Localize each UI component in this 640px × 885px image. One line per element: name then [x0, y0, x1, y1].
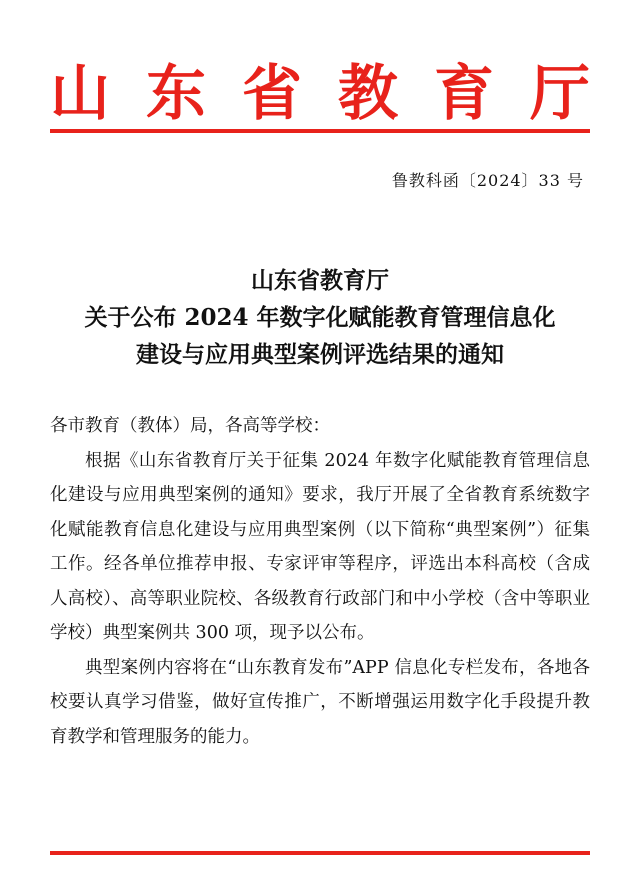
masthead-char: 山	[50, 59, 110, 129]
masthead	[50, 58, 590, 130]
title-line-3: 建设与应用典型案例评选结果的通知	[136, 341, 504, 368]
document-title	[40, 262, 600, 373]
masthead-char: 教	[338, 59, 398, 129]
document-body	[50, 409, 590, 754]
title-line-2: 关于公布 2024 年数字化赋能教育管理信息化	[84, 304, 556, 331]
footer-divider	[50, 851, 590, 855]
document-number: 鲁教科函〔2024〕33 号	[391, 171, 584, 190]
header-divider	[50, 129, 590, 133]
title-line-1: 山东省教育厅	[251, 267, 389, 294]
masthead-char: 省	[242, 59, 302, 129]
salutation: 各市教育（教体）局，各高等学校：	[50, 416, 330, 436]
body-paragraph-2: 典型案例内容将在“山东教育发布”APP 信息化专栏发布，各地各校要认真学习借鉴，做好宣传推广，不断增强运用数字化手段提升教育教学和管理服务的能力。	[50, 657, 590, 747]
body-paragraph-1: 根据《山东省教育厅关于征集 2024 年数字化赋能教育管理信息化建设与应用典型案例的通知》要求，我厅开展了全省教育系统数字化赋能教育信息化建设与应用典型案例（以下简称“典型案例”）征集工作。经各单位推荐申报、专家评审等程序，评选出本科高校（含成人高校）、高等职业院校、各级教育行政部门和中小学校（含中等职业学校）典型案例共 300 项，现予以公布。	[50, 450, 590, 643]
masthead-char: 育	[434, 59, 494, 129]
masthead-char: 东	[146, 59, 206, 129]
masthead-char: 厅	[530, 59, 590, 129]
